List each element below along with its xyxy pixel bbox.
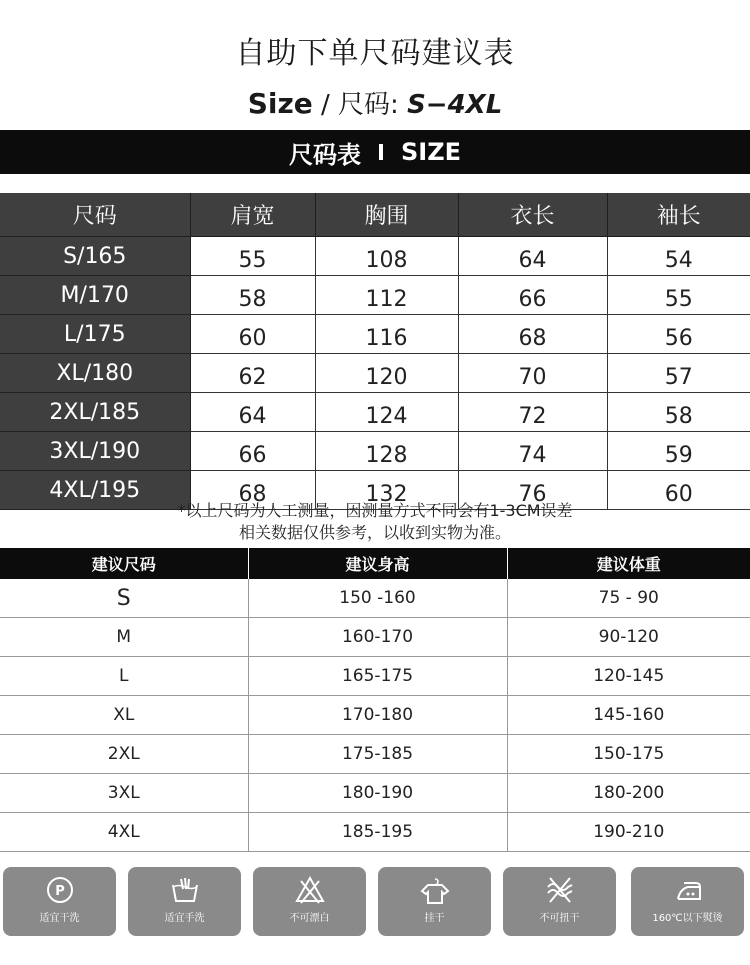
shoulder-cell: 58 (190, 276, 315, 315)
suggest-height-cell: 165-175 (248, 657, 507, 696)
care-item-dry-clean (3, 867, 116, 936)
banner-label-en: SIZE (400, 138, 461, 166)
size-cell: 2XL/185 (0, 393, 190, 432)
length-cell: 76 (458, 471, 607, 510)
measurement-note (0, 500, 750, 544)
table-row (0, 276, 750, 315)
hang-dry-icon (420, 875, 450, 905)
size-cell: 4XL/195 (0, 471, 190, 510)
svg-text:P: P (54, 884, 65, 899)
suggest-size-cell: M (0, 618, 248, 657)
suggest-size-cell: XL (0, 696, 248, 735)
suggest-size-cell: 3XL (0, 774, 248, 813)
length-cell: 70 (458, 354, 607, 393)
table-row (0, 618, 750, 657)
sleeve-cell: 57 (607, 354, 750, 393)
suggest-size-cell: 4XL (0, 813, 248, 852)
hand-wash-icon (170, 875, 200, 905)
length-cell: 68 (458, 315, 607, 354)
suggest-size-cell: S (0, 579, 248, 618)
length-cell: 66 (458, 276, 607, 315)
sleeve-cell: 58 (607, 393, 750, 432)
subtitle-separator: / (321, 90, 330, 120)
table-row (0, 237, 750, 276)
chest-cell: 108 (315, 237, 458, 276)
size-cell: XL/180 (0, 354, 190, 393)
chest-cell: 132 (315, 471, 458, 510)
dry-clean-icon (45, 875, 75, 905)
length-cell: 74 (458, 432, 607, 471)
suggest-height-col-header: 建议身高 (248, 548, 507, 579)
table-row (0, 393, 750, 432)
table-row (0, 735, 750, 774)
suggest-height-cell: 160-170 (248, 618, 507, 657)
length-cell: 64 (458, 237, 607, 276)
size-cell: 3XL/190 (0, 432, 190, 471)
sleeve-cell: 55 (607, 276, 750, 315)
no-wring-icon (545, 875, 575, 905)
shoulder-cell: 60 (190, 315, 315, 354)
table-row (0, 315, 750, 354)
care-label: 不可扭干 (539, 913, 580, 924)
care-label: 不可漂白 (289, 913, 330, 924)
suggest-height-cell: 180-190 (248, 774, 507, 813)
sleeve-cell: 60 (607, 471, 750, 510)
page-title: 自助下单尺码建议表 (235, 36, 515, 71)
table-row (0, 774, 750, 813)
care-label: 适宜手洗 (164, 913, 205, 924)
length-col-header: 衣长 (458, 193, 607, 237)
size-table-header (0, 193, 750, 237)
suggest-weight-cell: 90-120 (507, 618, 750, 657)
table-row (0, 813, 750, 852)
suggest-height-cell: 185-195 (248, 813, 507, 852)
shoulder-cell: 66 (190, 432, 315, 471)
suggest-size-col-header: 建议尺码 (0, 548, 248, 579)
suggest-weight-cell: 75 - 90 (507, 579, 750, 618)
size-cell: S/165 (0, 237, 190, 276)
care-item-no-wring (503, 867, 616, 936)
suggest-table-header (0, 548, 750, 579)
table-row (0, 579, 750, 618)
sleeve-col-header: 袖长 (607, 193, 750, 237)
chest-cell: 124 (315, 393, 458, 432)
size-range-subtitle (0, 84, 750, 121)
suggest-size-cell: L (0, 657, 248, 696)
subtitle-size-cn: 尺码: (338, 90, 399, 120)
suggest-height-cell: 150 -160 (248, 579, 507, 618)
care-label: 挂干 (424, 913, 445, 924)
size-cell: M/170 (0, 276, 190, 315)
chest-cell: 112 (315, 276, 458, 315)
chest-cell: 120 (315, 354, 458, 393)
suggest-weight-cell: 145-160 (507, 696, 750, 735)
shoulder-cell: 55 (190, 237, 315, 276)
size-chart-banner (0, 130, 750, 174)
banner-divider (379, 144, 383, 160)
length-cell: 72 (458, 393, 607, 432)
banner-label-cn: 尺码表 (288, 140, 361, 169)
table-row (0, 432, 750, 471)
subtitle-size-range: S−4XL (407, 90, 503, 120)
care-instructions (0, 867, 750, 937)
chest-col-header: 胸围 (315, 193, 458, 237)
no-bleach-icon (295, 875, 325, 905)
chest-cell: 116 (315, 315, 458, 354)
suggest-weight-cell: 120-145 (507, 657, 750, 696)
table-row (0, 354, 750, 393)
iron-icon (672, 875, 704, 905)
care-item-no-bleach (253, 867, 366, 936)
chest-cell: 128 (315, 432, 458, 471)
subtitle-size-en: Size (247, 87, 313, 120)
size-col-header: 尺码 (0, 193, 190, 237)
suggest-height-cell: 175-185 (248, 735, 507, 774)
sleeve-cell: 54 (607, 237, 750, 276)
suggest-weight-cell: 150-175 (507, 735, 750, 774)
care-item-hang-dry (378, 867, 491, 936)
suggest-weight-cell: 190-210 (507, 813, 750, 852)
shoulder-cell: 68 (190, 471, 315, 510)
size-cell: L/175 (0, 315, 190, 354)
care-item-hand-wash (128, 867, 241, 936)
note-line-2: 相关数据仅供参考，以收到实物为准。 (238, 523, 511, 542)
care-label: 适宜干洗 (39, 913, 80, 924)
suggest-weight-col-header: 建议体重 (507, 548, 750, 579)
shoulder-cell: 64 (190, 393, 315, 432)
size-suggestion-table (0, 548, 750, 852)
shoulder-col-header: 肩宽 (190, 193, 315, 237)
shoulder-cell: 62 (190, 354, 315, 393)
suggest-height-cell: 170-180 (248, 696, 507, 735)
care-label: 160℃以下熨烫 (652, 913, 723, 924)
note-line-1: *以上尺码为人工测量，因测量方式不同会有1-3CM误差 (177, 501, 573, 520)
table-row (0, 657, 750, 696)
size-measurement-table (0, 193, 750, 510)
suggest-weight-cell: 180-200 (507, 774, 750, 813)
suggest-size-cell: 2XL (0, 735, 248, 774)
sleeve-cell: 59 (607, 432, 750, 471)
care-item-iron (631, 867, 744, 936)
sleeve-cell: 56 (607, 315, 750, 354)
table-row (0, 696, 750, 735)
